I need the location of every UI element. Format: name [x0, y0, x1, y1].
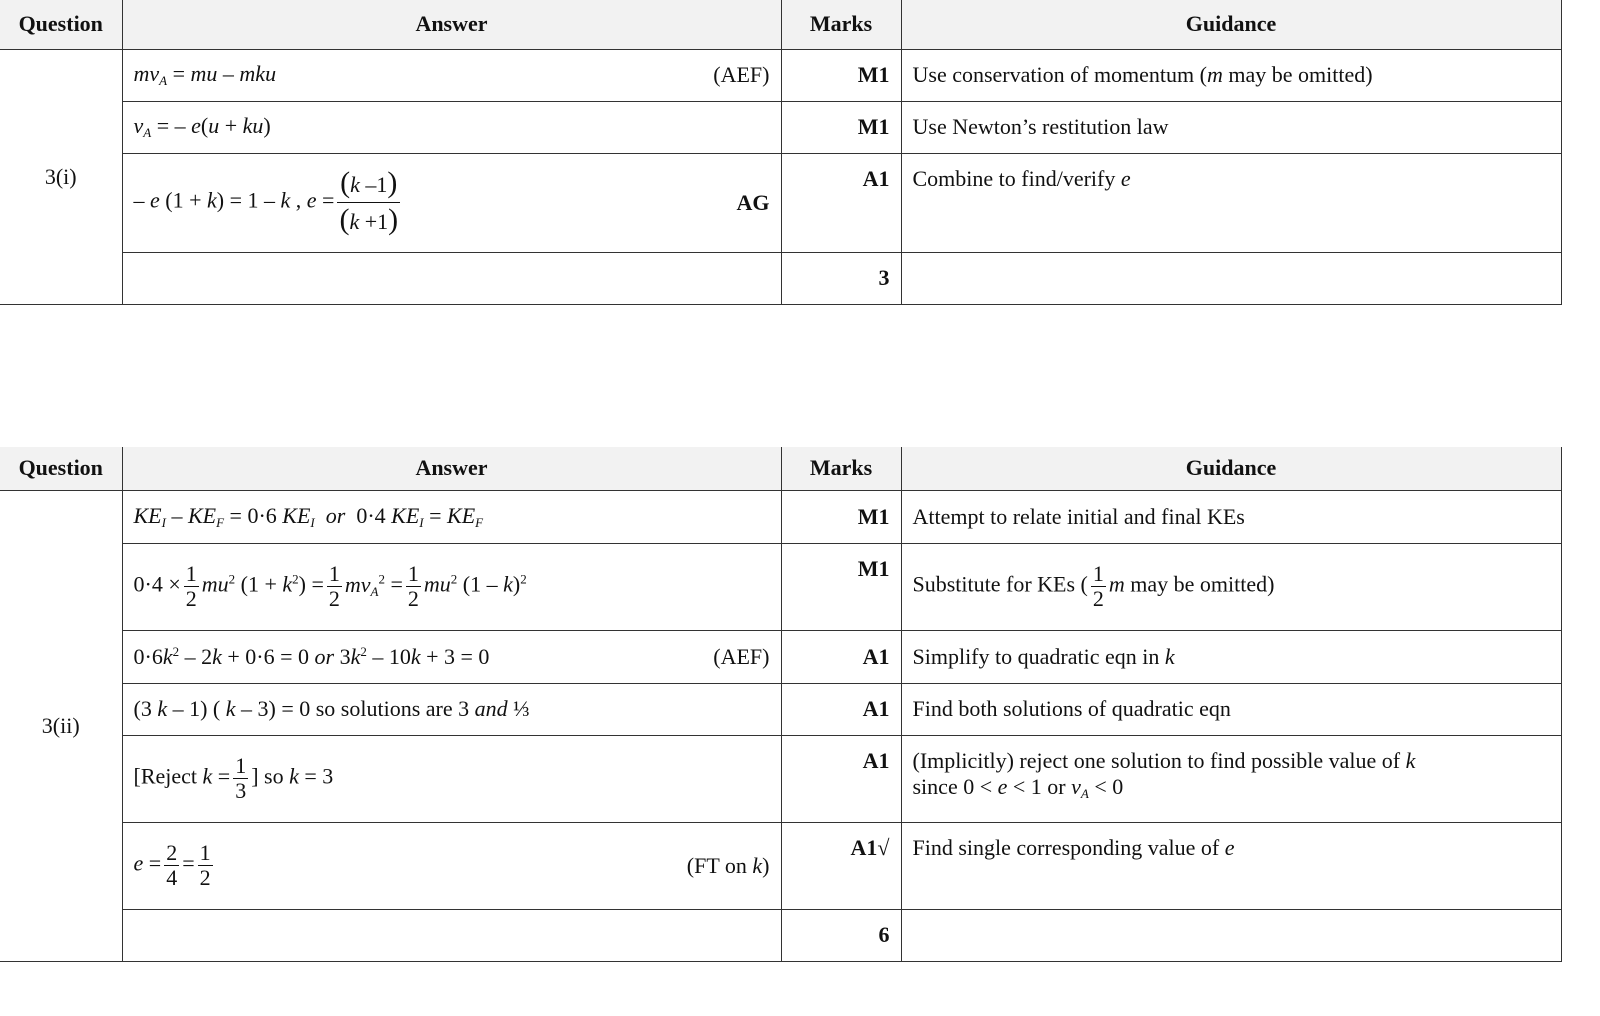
- answer-cell: [122, 49, 781, 101]
- answer-note: (AEF): [713, 643, 770, 669]
- guidance-cell-empty: [901, 909, 1561, 961]
- answer-note: (AEF): [713, 62, 770, 87]
- guidance-cell-empty: [901, 252, 1561, 304]
- answer-expression: [Reject k = $\frac{1}{3}$ ] so k = 3: [133, 753, 334, 803]
- answer-cell: [122, 153, 781, 252]
- answer-expression: $mv_A$ = mu – mku: [133, 61, 277, 88]
- guidance-text: Find single corresponding value of e: [901, 822, 1561, 909]
- table-row: [0, 543, 1561, 630]
- mark-code: A1√: [781, 822, 901, 909]
- mark-code: M1: [781, 101, 901, 153]
- mark-code: M1: [781, 490, 901, 543]
- answer-note: AG: [736, 189, 770, 215]
- answer-note: (FT on k): [686, 852, 770, 878]
- fraction: $\frac{(k -1)}{(k +1)}$: [339, 166, 399, 236]
- answer-expression: $KE_I - KE_F = 0\cdot 6$ $KE_I$ or 0·4 $KE_I = KE_F$: [133, 502, 484, 530]
- header-row: [0, 0, 1561, 49]
- header-guidance: Guidance: [901, 0, 1561, 49]
- answer-expression: – e (1 + k) = 1 – k , e = $\frac{(k -1)}{(k +1)}$: [134, 166, 404, 239]
- answer-cell: [122, 543, 781, 630]
- header-marks: Marks: [781, 447, 901, 490]
- table-row: [0, 822, 1561, 909]
- guidance-text: Use conservation of momentum (m may be omitted): [901, 49, 1561, 101]
- mark-total: 3: [781, 252, 901, 304]
- table-row: [0, 630, 1561, 683]
- table-row: [0, 49, 1561, 101]
- answer-cell-empty: [122, 909, 781, 961]
- guidance-text: (Implicitly) reject one solution to find possible value of k since 0 < e < 1 or $v_A < 0$: [901, 735, 1561, 822]
- answer-expression: (3 k – 1) ( k – 3) = 0 so solutions are 3 and ⅓: [133, 696, 530, 721]
- answer-cell: [122, 490, 781, 543]
- mark-code: M1: [781, 49, 901, 101]
- mark-code: M1: [781, 543, 901, 630]
- header-question: Question: [0, 0, 122, 49]
- header-question: Question: [0, 447, 122, 490]
- table-row: [0, 101, 1561, 153]
- table-row: [0, 490, 1561, 543]
- header-answer: Answer: [122, 447, 781, 490]
- total-row: [0, 909, 1561, 961]
- total-row: [0, 252, 1561, 304]
- table-row: [0, 153, 1561, 252]
- answer-cell: [122, 822, 781, 909]
- mark-total: 6: [781, 909, 901, 961]
- answer-expression: $0\cdot 6k^2 - 2k + 0\cdot 6 = 0$ or $3k^2 - 10k + 3 = 0$: [133, 643, 490, 669]
- answer-expression: e = $\frac{2}{4}$ = $\frac{1}{2}$: [133, 840, 211, 890]
- mark-code: A1: [781, 735, 901, 822]
- answer-expression: 0·4 × $\frac{1}{2}$ $mu^2$ $(1 + k^2)$ = $\frac{1}{2}$ $mv_A^2$ = $\frac{1}{2}$ $mu^2$ (1 – k)$^2$: [133, 561, 527, 611]
- header-answer: Answer: [122, 0, 781, 49]
- header-marks: Marks: [781, 0, 901, 49]
- guidance-text: Combine to find/verify e: [901, 153, 1561, 252]
- mark-code: A1: [781, 683, 901, 735]
- mark-scheme-table-3ii: [0, 447, 1562, 962]
- answer-cell: [122, 683, 781, 735]
- answer-expression: $v_A$ = – e(u + ku): [133, 113, 271, 140]
- question-number: 3(ii): [0, 490, 122, 961]
- answer-cell: [122, 630, 781, 683]
- guidance-text: Attempt to relate initial and final KEs: [901, 490, 1561, 543]
- guidance-text: Use Newton’s restitution law: [901, 101, 1561, 153]
- mark-code: A1: [781, 630, 901, 683]
- question-number: 3(i): [0, 49, 122, 304]
- header-guidance: Guidance: [901, 447, 1561, 490]
- header-row: [0, 447, 1561, 490]
- guidance-text: Find both solutions of quadratic eqn: [901, 683, 1561, 735]
- answer-cell-empty: [122, 252, 781, 304]
- table-row: [0, 735, 1561, 822]
- answer-cell: [122, 101, 781, 153]
- answer-cell: [122, 735, 781, 822]
- guidance-text: Substitute for KEs ( $\frac{1}{2}$ m may be omitted): [901, 543, 1561, 630]
- table-row: [0, 683, 1561, 735]
- mark-code: A1: [781, 153, 901, 252]
- mark-scheme-table-3i: [0, 0, 1562, 305]
- guidance-text: Simplify to quadratic eqn in k: [901, 630, 1561, 683]
